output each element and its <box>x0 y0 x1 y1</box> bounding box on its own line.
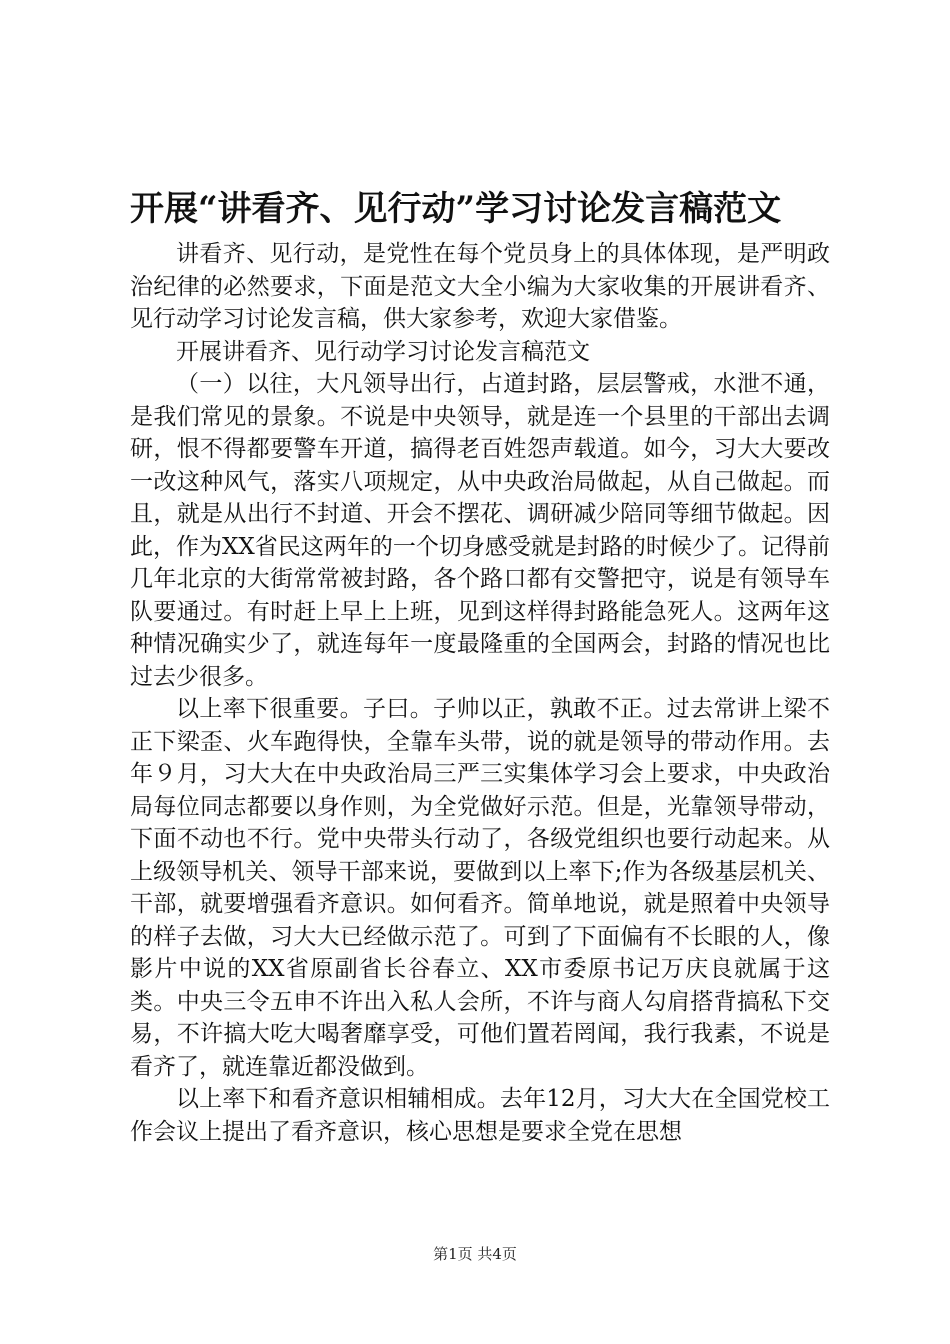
intro-paragraph: 讲看齐、见行动，是党性在每个党员身上的具体体现，是严明政治纪律的必然要求，下面是范文大全小编为大家收集的开展讲看齐、见行动学习讨论发言稿，供大家参考，欢迎大家借鉴。 <box>130 241 830 332</box>
page-footer <box>0 1244 950 1264</box>
document-title: 开展“讲看齐、见行动”学习讨论发言稿范文 <box>130 189 782 229</box>
body-paragraph: （一）以往，大凡领导出行，占道封路，层层警戒，水泄不通，是我们常见的景象。不说是中央领导，就是连一个县里的干部出去调研，恨不得都要警车开道，搞得老百姓怨声载道。如今，习大大要改一改这种风气，落实八项规定，从中央政治局做起，从自己做起。而且，就是从出行不封道、开会不摆花、调研减少陪同等细节做起。因此，作为XX省民这两年的一个切身感受就是封路的时候少了。记得前几年北京的大街常常被封路，各个路口都有交警把守，说是有领导车队要通过。有时赶上早上上班，见到这样得封路能急死人。这两年这种情况确实少了，就连每年一度最隆重的全国两会，封路的情况也比过去少很多。 <box>130 371 830 690</box>
body-paragraph: 以上率下和看齐意识相辅相成。去年12月，习大大在全国党校工作会议上提出了看齐意识，核心思想是要求全党在思想 <box>130 1086 830 1145</box>
document-body <box>130 238 830 1148</box>
section-subheading: 开展讲看齐、见行动学习讨论发言稿范文 <box>176 338 590 365</box>
page-number: 第1页 共4页 <box>433 1245 517 1263</box>
body-paragraph: 以上率下很重要。子曰。子帅以正，孰敢不正。过去常讲上梁不正下梁歪、火车跑得快，全靠车头带，说的就是领导的带动作用。去年９月，习大大在中央政治局三严三实集体学习会上要求，中央政治局每位同志都要以身作则，为全党做好示范。但是，光靠领导带动，下面不动也不行。党中央带头行动了，各级党组织也要行动起来。从上级领导机关、领导干部来说，要做到以上率下;作为各级基层机关、干部，就要增强看齐意识。如何看齐。简单地说，就是照着中央领导的样子去做，习大大已经做示范了。可到了下面偏有不长眼的人，像影片中说的XX省原副省长谷春立、XX市委原书记万庆良就属于这类。中央三令五申不许出入私人会所，不许与商人勾肩搭背搞私下交易，不许搞大吃大喝奢靡享受，可他们置若罔闻，我行我素，不说是看齐了，就连靠近都没做到。 <box>130 696 830 1080</box>
